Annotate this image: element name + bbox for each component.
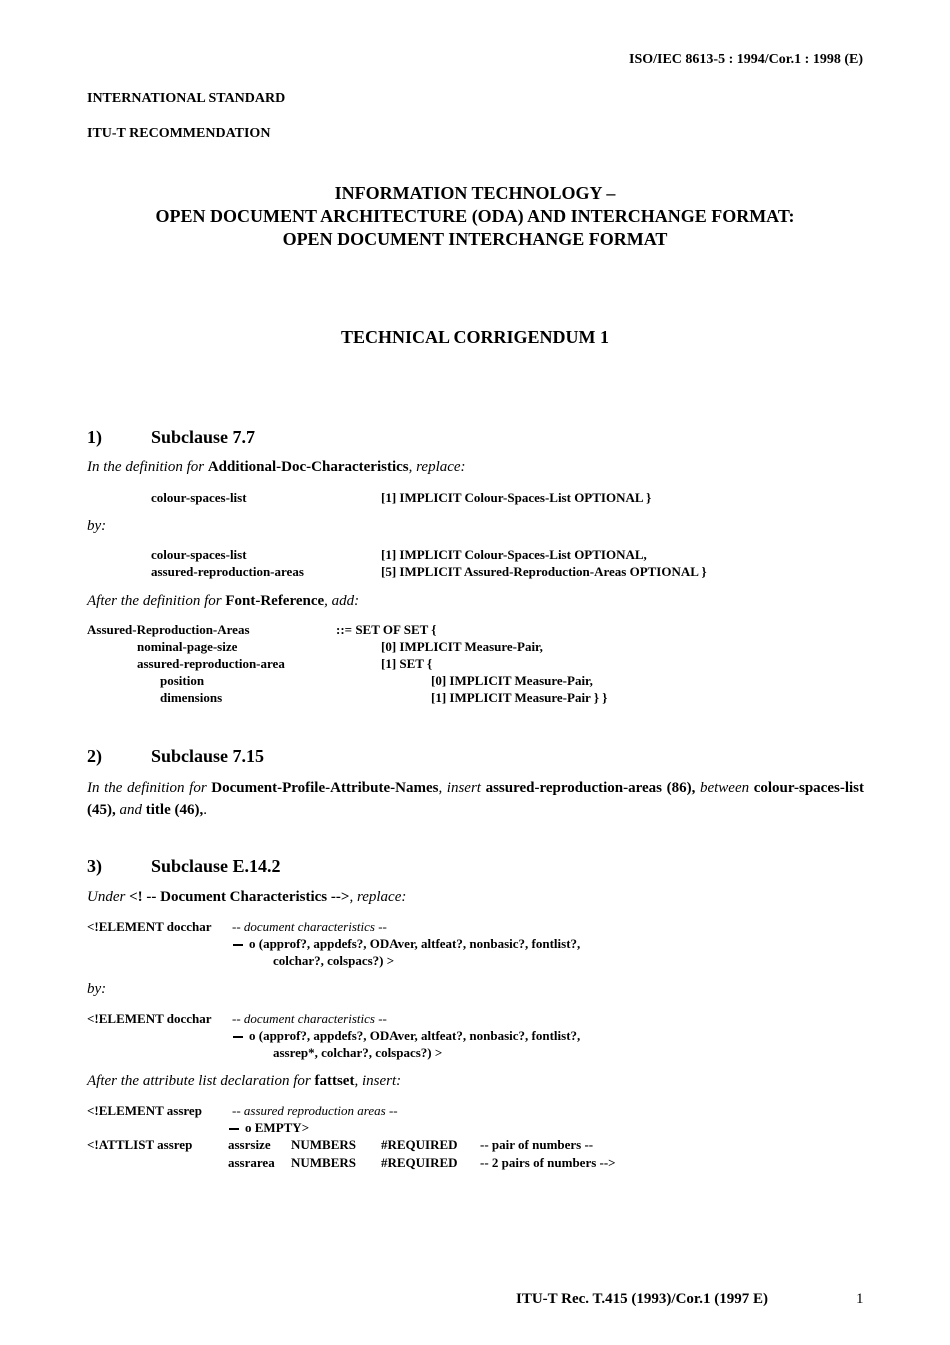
after3-text: After the attribute list declaration for	[87, 1073, 315, 1089]
after3-term: fattset	[314, 1073, 355, 1089]
element-2-content-cont: assrep*, colchar?, colspacs?) >	[273, 1045, 443, 1060]
def-row-5-name: dimensions	[160, 690, 223, 705]
p-text-1: In the definition for	[87, 780, 212, 796]
def-row-4-value: [0] IMPLICIT Measure-Pair,	[431, 673, 593, 688]
intro-action: , replace:	[408, 459, 466, 475]
element-2-model: o (approf?, appdefs?, ODAver, altfeat?, nonbasic?, fontlist?,	[249, 1028, 581, 1043]
def-row-2-value: [0] IMPLICIT Measure-Pair,	[381, 639, 543, 654]
section-1-intro	[87, 459, 466, 476]
element-1-content	[233, 936, 580, 952]
element-1-model: o (approf?, appdefs?, ODAver, altfeat?, nonbasic?, fontlist?,	[249, 936, 581, 951]
attlist-row-1-name: assrsize	[228, 1137, 271, 1152]
element-2-decl: <!ELEMENT docchar	[87, 1011, 212, 1026]
section-3-under	[87, 889, 406, 906]
after-text: After the definition for	[87, 593, 226, 609]
element-2-comment: -- document characteristics --	[232, 1011, 387, 1026]
p-term-1: Document-Profile-Attribute-Names	[211, 780, 439, 796]
element-1-comment: -- document characteristics --	[232, 919, 387, 934]
after-action: , add:	[324, 593, 360, 609]
by-label-2: by:	[87, 981, 107, 997]
section-1-after	[87, 593, 359, 610]
element-3-decl: <!ELEMENT assrep	[87, 1103, 202, 1118]
section-3-after	[87, 1073, 401, 1090]
recommendation-label: ITU-T RECOMMENDATION	[87, 126, 271, 141]
by-row-2-def: [5] IMPLICIT Assured-Reproduction-Areas OPTIONAL }	[381, 564, 707, 579]
replace-row-1-name: colour-spaces-list	[151, 490, 247, 505]
title-line-3: OPEN DOCUMENT INTERCHANGE FORMAT	[282, 229, 668, 249]
by-label-1: by:	[87, 518, 107, 534]
def-row-3-value: [1] SET {	[381, 656, 433, 671]
p-term-2: assured-reproduction-areas (86),	[485, 780, 696, 796]
attlist-row-2-type: NUMBERS	[291, 1155, 357, 1170]
title-line-2: OPEN DOCUMENT ARCHITECTURE (ODA) AND INTERCHANGE FORMAT:	[155, 206, 795, 226]
def-row-4-name: position	[160, 673, 205, 688]
p-term-3: colour-spaces-list (45),	[87, 780, 864, 818]
dash-icon	[229, 1128, 239, 1130]
section-2-title: Subclause 7.15	[151, 746, 265, 766]
intro-text: In the definition for	[87, 459, 208, 475]
def-row-2-name: nominal-page-size	[137, 639, 238, 654]
intro-term: Additional-Doc-Characteristics	[207, 459, 409, 475]
element-2-content	[233, 1028, 580, 1044]
p-end: .	[203, 802, 207, 818]
element-1-decl: <!ELEMENT docchar	[87, 919, 212, 934]
under-action: , replace:	[349, 889, 407, 905]
footer-recommendation: ITU-T Rec. T.415 (1993)/Cor.1 (1997 E)	[516, 1291, 768, 1307]
dash-icon	[233, 1036, 243, 1038]
p-term-4: title (46),	[145, 802, 204, 818]
section-2-number: 2)	[87, 746, 102, 766]
attlist-row-2-comment: -- 2 pairs of numbers -->	[480, 1155, 616, 1170]
element-1-content-cont: colchar?, colspacs?) >	[273, 953, 395, 968]
after-term: Font-Reference	[225, 593, 325, 609]
attlist-decl: <!ATTLIST assrep	[87, 1137, 193, 1152]
def-row-1-value: ::= SET OF SET {	[336, 622, 437, 637]
element-3-content	[229, 1120, 309, 1136]
by-row-1-name: colour-spaces-list	[151, 547, 247, 562]
def-row-5-value: [1] IMPLICIT Measure-Pair } }	[431, 690, 608, 705]
attlist-row-1-type: NUMBERS	[291, 1137, 357, 1152]
attlist-row-1-comment: -- pair of numbers --	[480, 1137, 594, 1152]
section-1-number: 1)	[87, 427, 102, 447]
p-text-2: , insert	[438, 780, 486, 796]
by-row-1-def: [1] IMPLICIT Colour-Spaces-List OPTIONAL,	[381, 547, 647, 562]
document-id: ISO/IEC 8613-5 : 1994/Cor.1 : 1998 (E)	[629, 52, 863, 67]
corrigendum-title: TECHNICAL CORRIGENDUM 1	[340, 327, 610, 347]
p-text-4: and	[115, 802, 146, 818]
dash-icon	[233, 944, 243, 946]
element-3-model: o EMPTY>	[245, 1120, 310, 1135]
page-number: 1	[856, 1291, 864, 1307]
under-text: Under	[87, 889, 130, 905]
section-1-title: Subclause 7.7	[151, 427, 256, 447]
def-row-1-name: Assured-Reproduction-Areas	[87, 622, 250, 637]
element-3-comment: -- assured reproduction areas --	[232, 1103, 398, 1118]
after3-action: , insert:	[354, 1073, 402, 1089]
by-row-2-name: assured-reproduction-areas	[151, 564, 304, 579]
attlist-row-1-default: #REQUIRED	[381, 1137, 458, 1152]
under-term: <! -- Document Characteristics -->	[129, 889, 350, 905]
section-2-paragraph	[87, 777, 864, 821]
section-3-number: 3)	[87, 856, 102, 876]
title-line-1: INFORMATION TECHNOLOGY –	[334, 183, 616, 203]
section-3-title: Subclause E.14.2	[151, 856, 281, 876]
attlist-row-2-default: #REQUIRED	[381, 1155, 458, 1170]
standard-label: INTERNATIONAL STANDARD	[87, 91, 286, 106]
attlist-row-2-name: assrarea	[228, 1155, 275, 1170]
replace-row-1-def: [1] IMPLICIT Colour-Spaces-List OPTIONAL }	[381, 490, 652, 505]
def-row-3-name: assured-reproduction-area	[137, 656, 285, 671]
p-text-3: between	[695, 780, 754, 796]
